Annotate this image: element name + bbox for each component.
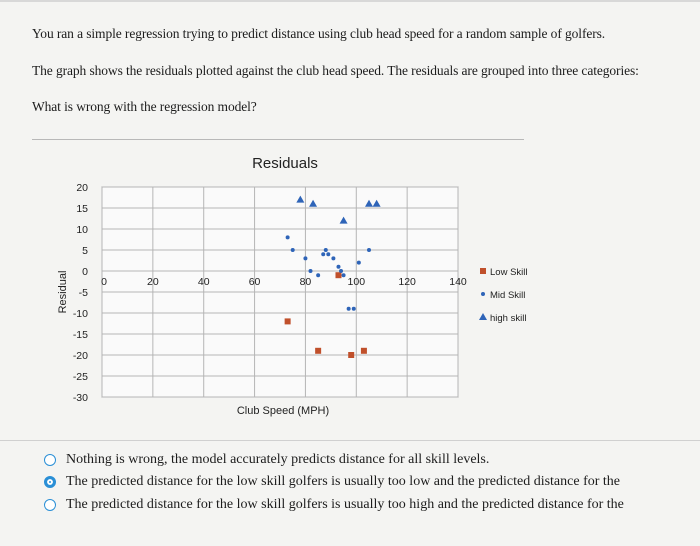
mid-skill-point — [309, 269, 313, 273]
y-tick-label: -10 — [72, 308, 88, 320]
y-tick-label: -25 — [72, 371, 88, 383]
y-tick-label: -15 — [72, 329, 88, 341]
legend-triangle-icon — [479, 313, 487, 320]
low-skill-point — [315, 348, 321, 354]
mid-skill-point — [357, 261, 361, 265]
mid-skill-point — [342, 273, 346, 277]
y-tick-label: 0 — [82, 266, 88, 278]
y-tick-label: -30 — [72, 392, 88, 404]
mid-skill-point — [286, 235, 290, 239]
chart-title: Residuals — [252, 155, 318, 172]
mid-skill-point — [326, 252, 330, 256]
mid-skill-point — [331, 256, 335, 260]
answer-option-3[interactable] — [44, 495, 624, 515]
mid-skill-point — [316, 273, 320, 277]
legend-label: high skill — [490, 313, 527, 324]
y-tick-label: 20 — [76, 182, 88, 194]
x-tick-label: 120 — [398, 276, 416, 288]
x-axis-label: Club Speed (MPH) — [236, 405, 330, 417]
y-tick-label: -5 — [78, 287, 88, 299]
y-tick-label: 5 — [82, 245, 88, 257]
question-line-1: You ran a simple regression trying to predict distance using club head speed for a random sample of golfers. — [32, 26, 606, 41]
mid-skill-point — [352, 307, 356, 311]
x-tick-label: 0 — [101, 276, 107, 288]
x-tick-label: 100 — [347, 276, 366, 288]
mid-skill-point — [303, 256, 307, 260]
answer-option-2-label: The predicted distance for the low skill golfers is usually too low and the predicted distance for the — [66, 474, 621, 489]
legend-square-icon — [480, 268, 486, 274]
x-tick-label: 80 — [299, 276, 312, 288]
mid-skill-point — [347, 307, 351, 311]
mid-skill-point — [321, 252, 325, 256]
y-tick-label: -20 — [72, 350, 88, 362]
low-skill-point — [285, 318, 291, 324]
mid-skill-point — [367, 248, 371, 252]
legend-label: Low Skill — [490, 267, 528, 278]
y-tick-label: 15 — [76, 203, 88, 215]
options-divider — [0, 440, 700, 441]
low-skill-point — [348, 352, 354, 358]
answer-option-3-label: The predicted distance for the low skill golfers is usually too high and the predicted distance for the — [66, 497, 624, 512]
low-skill-point — [335, 272, 341, 278]
low-skill-point — [361, 348, 367, 354]
mid-skill-point — [291, 248, 295, 252]
x-tick-label: 40 — [197, 276, 210, 288]
y-tick-label: 10 — [76, 224, 88, 236]
mid-skill-point — [339, 269, 343, 273]
x-tick-label: 140 — [449, 276, 467, 288]
question-prompt: What is wrong with the regression model? — [32, 99, 257, 114]
legend-dot-icon — [481, 292, 485, 296]
legend-label: Mid Skill — [490, 290, 526, 301]
answer-option-1[interactable] — [44, 450, 489, 470]
radio-button-2[interactable] — [44, 476, 56, 488]
x-tick-label: 60 — [248, 276, 261, 288]
radio-button-3[interactable] — [44, 499, 56, 511]
x-tick-label: 20 — [147, 276, 159, 288]
mid-skill-point — [336, 265, 340, 269]
y-axis-label: Residual — [57, 270, 69, 314]
answer-option-1-label: Nothing is wrong, the model accurately predicts distance for all skill levels. — [66, 452, 490, 467]
question-line-2: The graph shows the residuals plotted against the club head speed. The residuals are grouped into three categories: — [32, 63, 639, 78]
radio-button-1[interactable] — [44, 454, 56, 466]
answer-option-2[interactable] — [44, 472, 620, 492]
mid-skill-point — [324, 248, 328, 252]
